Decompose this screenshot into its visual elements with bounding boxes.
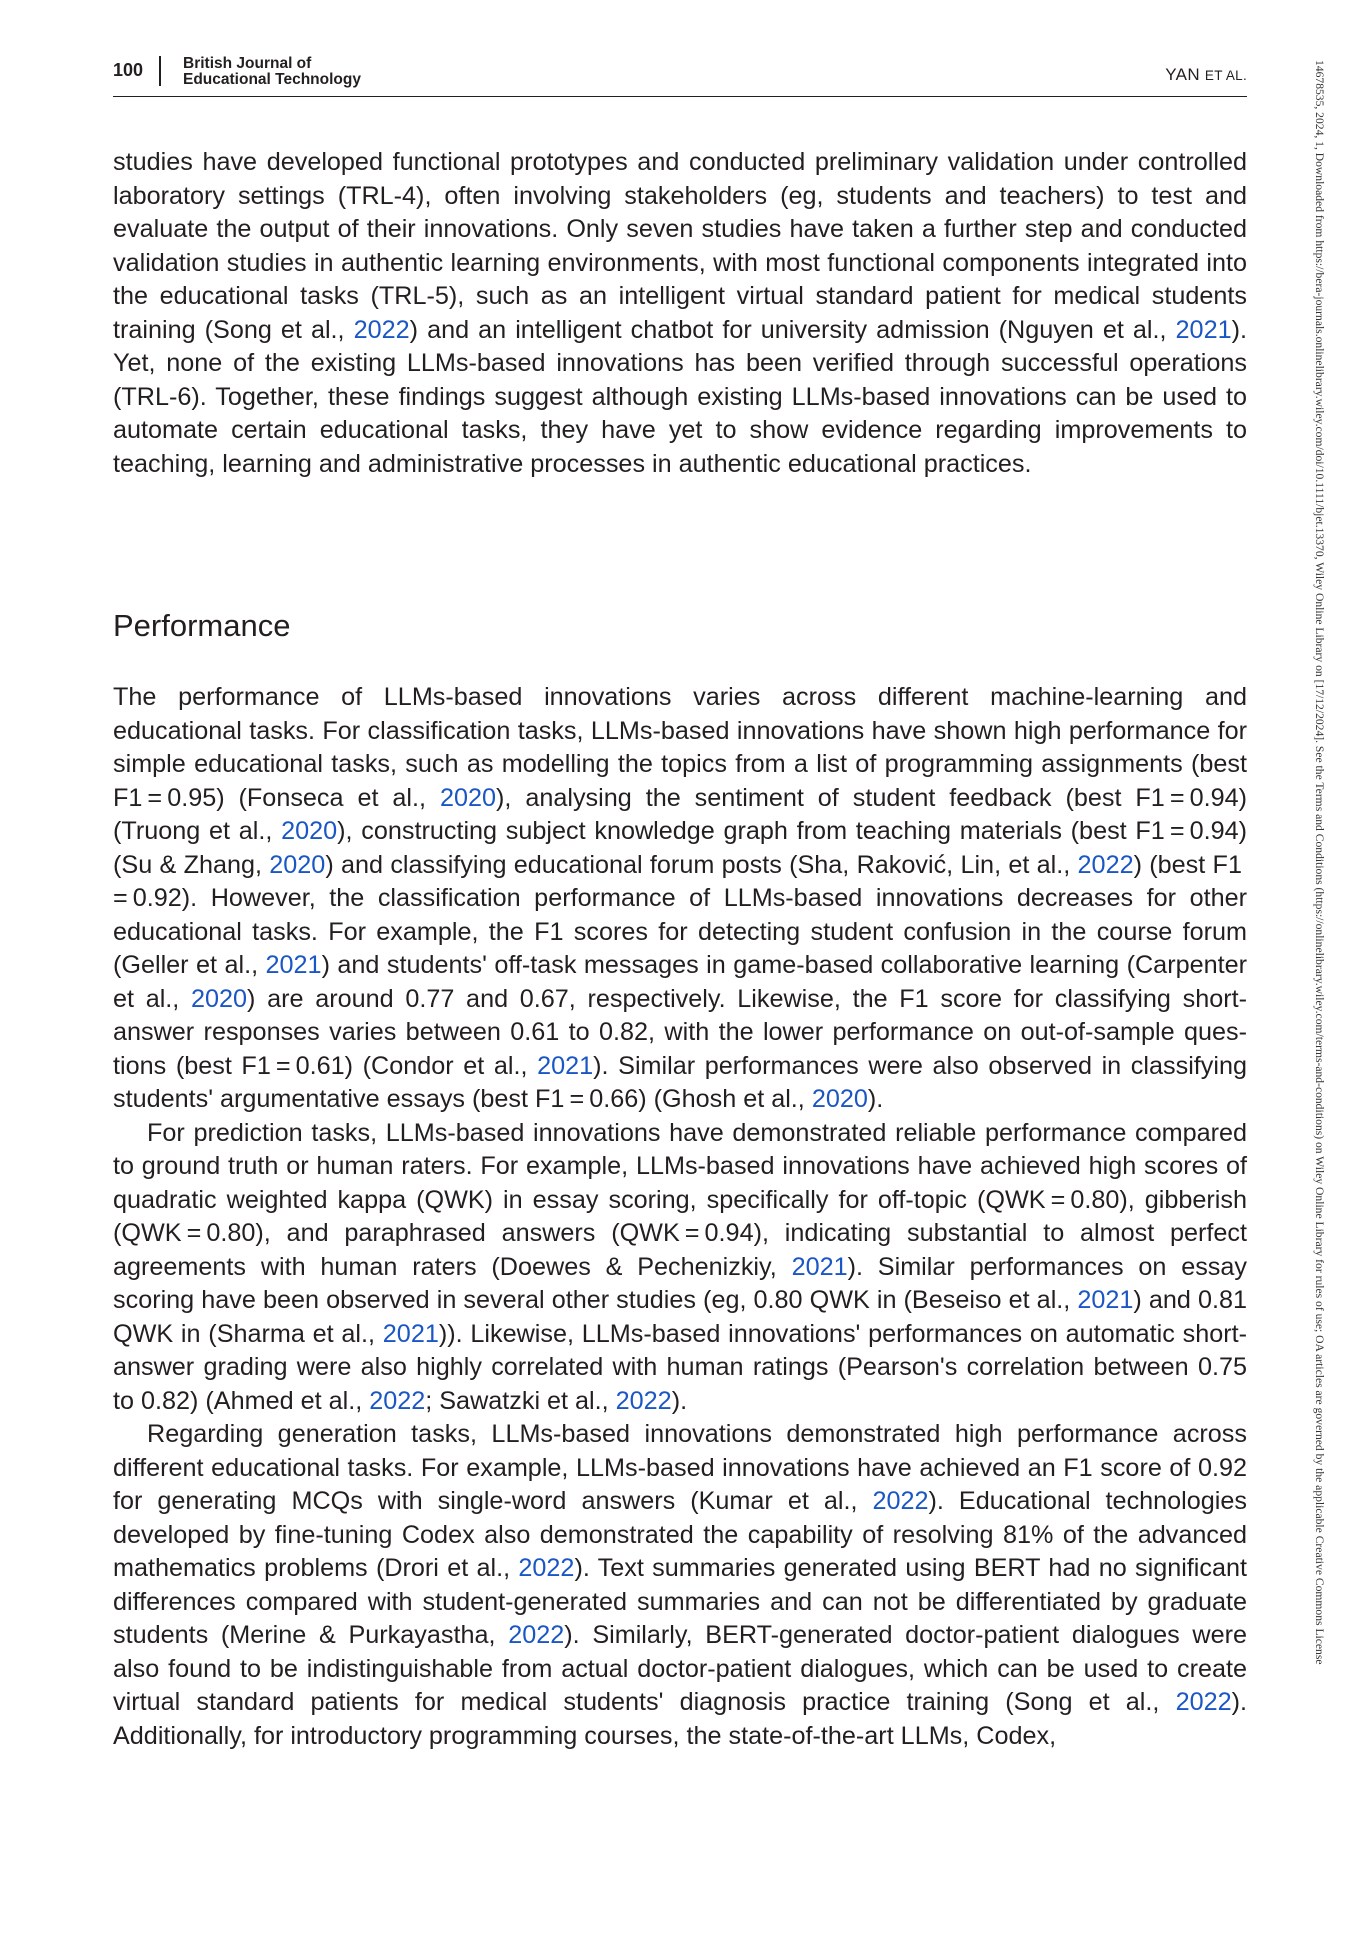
download-notice — [1310, 60, 1330, 1850]
citation-link[interactable]: 2021 — [537, 1051, 594, 1080]
citation-link[interactable]: 2021 — [1175, 315, 1232, 344]
paragraph-classification: The performance of LLMs-based innovations varies across different machine-learning and educational tasks. For classification tasks, LLMs-based innovations have shown high performance for simple educational tasks, such as modelling the topics from a list of programming assignments (best F1 = 0.95) (Fonseca et al., 2020), analysing the sentiment of student feedback (best F1 = 0.94) (Truong et al., 2020), constructing subject knowledge graph from teaching materials (best F1 = 0.94) (Su & Zhang, 2020) and classifying educational forum posts (Sha, Raković, Lin, et al., 2022) (best F1 = 0.92). However, the classification performance of LLMs-based innovations decreases for other educational tasks. For example, the F1 scores for detecting student confusion in the course forum (Geller et al., 2021) and students' off-task messages in game-based collaborative learning (Carpenter et al., 2020) are around 0.77 and 0.67, respectively. Likewise, the F1 score for classifying short-answer responses varies between 0.61 to 0.82, with the lower performance on out-of-sample questions (best F1 = 0.61) (Condor et al., 2021). Similar performances were also observed in classifying students' argumentative essays (best F1 = 0.66) (Ghosh et al., 2020). — [113, 683, 1248, 1113]
citation-link[interactable]: 2020 — [439, 783, 497, 812]
performance-section-body — [113, 681, 1247, 1753]
citation-link[interactable]: 2021 — [382, 1319, 439, 1348]
paragraph-generation: Regarding generation tasks, LLMs-based innovations demonstrated high performance across different educational tasks. For example, LLMs-based innovations have achieved an F1 score of 0.92 for generating MCQs with single-word answers (Kumar et al., 2022). Educational technologies developed by fine-tuning Codex also demonstrated the capability of resolving 81% of the advanced mathematics problems (Drori et al., 2022). Text summaries generated using BERT had no significant differences compared with student-generated summaries and can not be differentiated by graduate students (Merine & Purkayastha, 2022). Similarly, BERT-generated doctor-patient dialogues were also found to be indistinguishable from actual doctor-patient dialogues, which can be used to create virtual standard patients for medical students' diagnosis practice training (Song et al., 2022). Additionally, for introductory programming courses, the state-of-the-art LLMs, Codex, — [113, 1420, 1248, 1750]
citation-link[interactable]: 2020 — [191, 984, 248, 1013]
citation-link[interactable]: 2020 — [269, 850, 326, 879]
citation-link[interactable]: 2021 — [1077, 1286, 1134, 1314]
download-notice-text: 14678535, 2024, 1, Downloaded from https://bera-journals.onlinelibrary.wiley.com/doi/10.1111/bjet.13370, Wiley Online Library on [17/12/2024]. See the Terms and Conditions (https://onlinelibrary.wiley.com/terms-and-conditions) on Wiley Online Library for rules of use; OA articles are governed by the applicable Creative Commons License — [1313, 60, 1326, 1665]
citation-link[interactable]: 2021 — [791, 1252, 848, 1281]
paragraph-trl: studies have developed functional prototypes and conducted preliminary validation under controlled laboratory settings (TRL-4), often involving stakeholders (eg, students and teachers) to test and evaluate the output of their innovations. Only seven studies have taken a further step and conducted validation studies in authentic learning environments, with most functional components integrated into the educational tasks (TRL-5), such as an intelligent virtual standard patient for medical students training (Song et al., 2022) and an intelligent chatbot for university admission (Nguyen et al., 2021). Yet, none of the existing LLMs-based innovations has been verified through successful operations (TRL-6). Together, these findings suggest although existing LLMs-based innovations can be used to automate certain educational tasks, they have yet to show evidence regarding improvements to teaching, learning and administrative processes in authentic educational practices. — [113, 148, 1247, 478]
citation-link[interactable]: 2022 — [872, 1487, 929, 1515]
journal-title-line2: Educational Technology — [183, 71, 361, 88]
citation-link[interactable]: 2022 — [1077, 850, 1134, 879]
citation-link[interactable]: 2022 — [615, 1386, 672, 1415]
citation-link[interactable]: 2022 — [353, 315, 410, 344]
paragraph-prediction: For prediction tasks, LLMs-based innovations have demonstrated reliable performance compared to ground truth or human raters. For example, LLMs-based innovations have achieved high scores of quadratic weighted kappa (QWK) in essay scoring, specifically for off-topic (QWK = 0.80), gibberish (QWK = 0.80), and paraphrased answers (QWK = 0.94), indicating substantial to almost perfect agreements with human raters (Doewes & Pechenizkiy, 2021). Similar performances on essay scoring have been observed in several other studies (eg, 0.80 QWK in (Beseiso et al., 2021) and 0.81 QWK in (Sharma et al., 2021)). Likewise, LLMs-based innovations' performances on automatic short-answer grading were also highly correlated with human ratings (Pearson's correlation between 0.75 to 0.82) (Ahmed et al., 2022; Sawatzki et al., 2022). — [113, 1118, 1247, 1415]
citation-link[interactable]: 2021 — [265, 951, 322, 979]
citation-link[interactable]: 2022 — [518, 1554, 575, 1582]
citation-link[interactable]: 2020 — [811, 1085, 868, 1113]
citation-link[interactable]: 2022 — [369, 1386, 426, 1415]
page-number: 100 — [113, 60, 144, 80]
journal-title — [183, 56, 361, 88]
running-suffix: ET AL. — [1204, 68, 1247, 83]
citation-link[interactable]: 2022 — [508, 1621, 565, 1649]
page-header — [113, 56, 1247, 97]
citation-link[interactable]: 2020 — [281, 817, 338, 845]
running-author: YAN — [1165, 65, 1200, 84]
section-heading: Performance — [113, 608, 291, 643]
journal-title-line1: British Journal of — [183, 55, 312, 72]
citation-link[interactable]: 2022 — [1175, 1688, 1232, 1716]
running-head — [1165, 65, 1247, 85]
header-divider — [159, 56, 161, 86]
paragraph-intro-block — [113, 146, 1247, 481]
